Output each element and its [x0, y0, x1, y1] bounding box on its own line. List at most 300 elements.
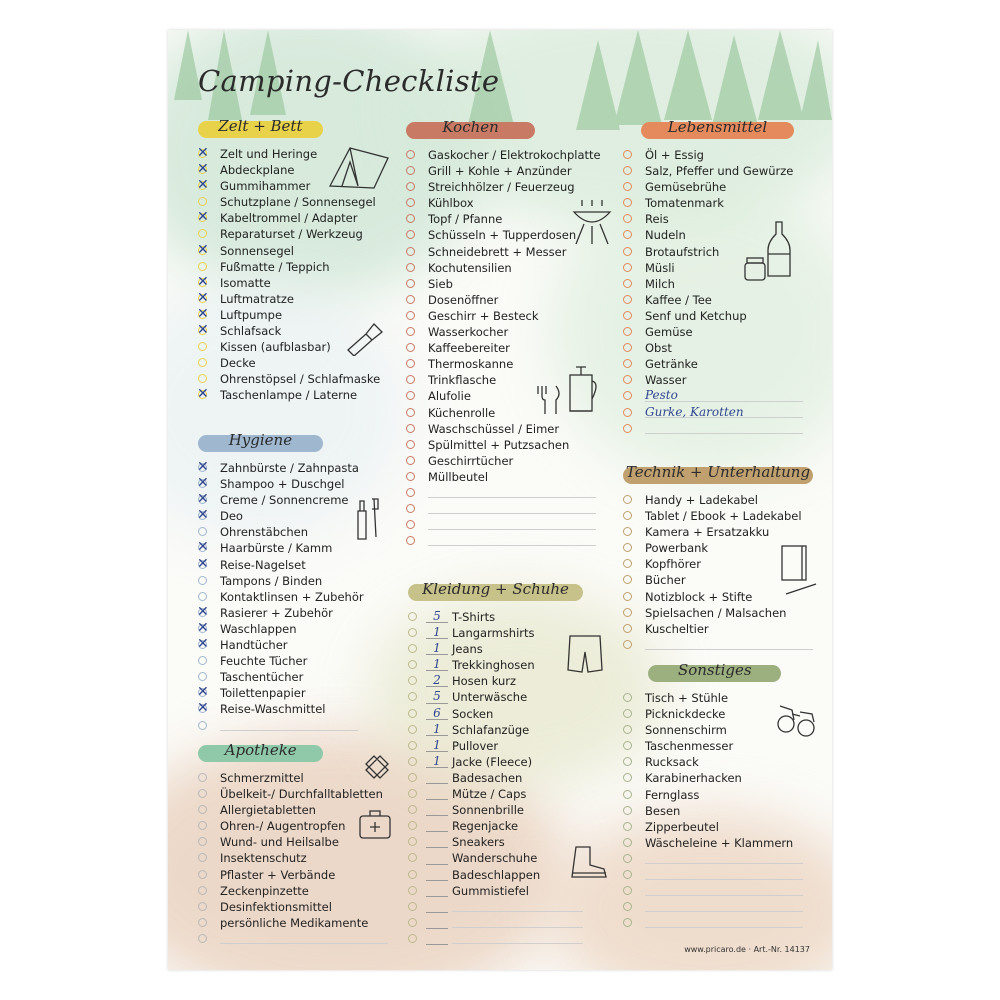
checklist-item	[408, 609, 583, 625]
item-label: Handtücher	[220, 638, 288, 653]
checklist-item	[406, 533, 596, 549]
item-label: Geschirrtücher	[428, 453, 514, 468]
checklist-item	[408, 786, 583, 802]
checkbox[interactable]	[623, 247, 632, 256]
checkbox[interactable]	[406, 150, 415, 159]
quantity-value[interactable]: 5	[433, 609, 441, 623]
checklist-item	[406, 469, 596, 485]
checkbox[interactable]	[198, 789, 207, 798]
quantity-value[interactable]: 1	[433, 721, 441, 736]
item-label: Getränke	[645, 357, 698, 372]
checkbox[interactable]	[623, 408, 632, 417]
checklist-item	[408, 899, 583, 915]
checklist-item	[198, 210, 358, 226]
checklist-item	[623, 883, 803, 899]
checklist-item	[198, 718, 358, 734]
checkbox[interactable]	[623, 790, 632, 799]
item-label: T-Shirts	[452, 610, 496, 624]
checklist-item	[623, 195, 803, 211]
checkbox[interactable]	[198, 342, 207, 351]
checklist-item	[406, 276, 596, 292]
checklist-item	[198, 915, 388, 931]
blank-entry-line[interactable]	[645, 879, 803, 880]
checkbox[interactable]	[408, 628, 417, 637]
item-label: Ohren-/ Augentropfen	[220, 819, 346, 834]
checklist-item	[198, 387, 358, 403]
jar-icon	[742, 256, 768, 282]
checkbox[interactable]	[198, 229, 207, 238]
blank-entry-line[interactable]	[645, 433, 803, 434]
check-mark-icon: ✕	[197, 684, 209, 701]
checkbox[interactable]	[623, 375, 632, 384]
item-label: Küchenrolle	[428, 405, 496, 420]
quantity-value[interactable]: 1	[433, 753, 441, 768]
checkbox[interactable]	[623, 870, 632, 879]
checkbox[interactable]	[623, 838, 632, 847]
item-label: Creme / Sonnencreme	[220, 493, 349, 508]
checkbox[interactable]	[623, 311, 632, 320]
blank-entry-line[interactable]	[645, 863, 803, 864]
checklist-item	[623, 819, 803, 835]
item-label: Handy + Ladekabel	[645, 493, 758, 507]
checkbox[interactable]	[623, 741, 632, 750]
checklist-item	[198, 669, 358, 685]
item-label: Waschschüssel / Eimer	[428, 421, 560, 436]
checkbox[interactable]	[408, 837, 417, 846]
checkbox[interactable]	[623, 918, 632, 927]
checklist-item	[406, 308, 596, 324]
checklist-item	[623, 867, 803, 883]
checkbox[interactable]	[623, 886, 632, 895]
checkbox[interactable]	[623, 725, 632, 734]
checkbox[interactable]	[408, 741, 417, 750]
checkbox[interactable]	[623, 263, 632, 272]
checklist-item	[623, 754, 803, 770]
checkbox[interactable]	[406, 327, 415, 336]
checklist-item	[408, 931, 583, 947]
checkbox[interactable]	[198, 805, 207, 814]
item-label: Wasserkocher	[428, 325, 509, 340]
item-label: Schlafsack	[220, 324, 282, 339]
checklist-item	[623, 621, 813, 637]
notebook-icon	[778, 544, 818, 600]
checkbox[interactable]	[623, 279, 632, 288]
checklist-item	[198, 307, 358, 323]
check-mark-icon: ✕	[197, 145, 209, 161]
checkbox[interactable]	[198, 821, 207, 830]
item-label: Spülmittel + Putzsachen	[428, 437, 570, 452]
quantity-value[interactable]: 2	[433, 673, 441, 688]
section-heading-label: Apotheke	[224, 741, 297, 759]
check-mark-icon: ✕	[197, 619, 209, 636]
checkbox[interactable]	[198, 656, 207, 665]
checklist-item	[198, 371, 381, 387]
item-label: Decke	[220, 356, 256, 371]
checklist-item	[623, 308, 803, 324]
item-label: Taschenlampe / Laterne	[220, 388, 358, 403]
checklist-item	[406, 227, 596, 243]
section-heading-label: Lebensmittel	[667, 118, 768, 136]
checkbox[interactable]	[198, 576, 207, 585]
quantity-value[interactable]: 5	[433, 689, 441, 704]
item-label: Gummihammer	[220, 179, 311, 194]
checkbox[interactable]	[406, 504, 415, 513]
checklist-item	[198, 701, 358, 717]
checkbox[interactable]	[408, 821, 417, 830]
item-label: Hosen kurz	[452, 674, 517, 689]
checklist-item	[406, 163, 596, 179]
checkbox[interactable]	[406, 456, 415, 465]
blank-entry-line[interactable]	[452, 911, 583, 912]
checkbox[interactable]	[408, 886, 417, 895]
item-label: Kontaktlinsen + Zubehör	[220, 589, 364, 604]
checkbox[interactable]	[408, 757, 417, 766]
checkbox[interactable]	[623, 424, 632, 433]
quantity-value[interactable]: 1	[433, 641, 441, 656]
section-heading-label: Kleidung + Schuhe	[422, 580, 569, 598]
checkbox[interactable]	[623, 806, 632, 815]
item-label: Karabinerhacken	[645, 771, 742, 786]
checkbox[interactable]	[198, 197, 207, 206]
checkbox[interactable]	[408, 692, 417, 701]
quantity-line	[426, 847, 448, 848]
checklist-item	[623, 405, 803, 421]
checkbox[interactable]	[623, 592, 632, 601]
checkbox[interactable]	[406, 536, 415, 545]
checkbox[interactable]	[623, 854, 632, 863]
blank-entry-line[interactable]	[220, 943, 388, 944]
checkbox[interactable]	[623, 495, 632, 504]
checkbox[interactable]	[198, 853, 207, 862]
checkbox[interactable]	[623, 295, 632, 304]
checklist-item	[623, 276, 803, 292]
item-label: Senf und Ketchup	[645, 308, 747, 323]
item-label: Waschlappen	[220, 621, 297, 636]
quantity-value[interactable]: 1	[433, 657, 441, 672]
french-press-icon	[566, 365, 600, 415]
checkbox[interactable]	[198, 837, 207, 846]
check-mark-icon: ✕	[197, 209, 209, 226]
quantity-value[interactable]: 6	[433, 705, 441, 720]
check-mark-icon: ✕	[197, 459, 209, 475]
checkbox[interactable]	[406, 230, 415, 239]
checkbox[interactable]	[408, 789, 417, 798]
item-label: Picknickdecke	[645, 707, 726, 722]
checklist-item	[198, 508, 358, 524]
item-label: Pflaster + Verbände	[220, 867, 336, 882]
checkbox[interactable]	[408, 870, 417, 879]
section-kochen	[406, 118, 601, 549]
checkbox[interactable]	[406, 198, 415, 207]
section-heading	[623, 463, 813, 484]
item-label: Tisch + Stühle	[645, 691, 729, 705]
checkbox[interactable]	[406, 375, 415, 384]
checklist-item	[623, 851, 803, 867]
checkbox[interactable]	[406, 182, 415, 191]
check-mark-icon: ✕	[197, 475, 209, 492]
item-label: Brotaufstrich	[645, 244, 720, 259]
item-label: Powerbank	[645, 541, 709, 556]
checklist-item	[198, 786, 388, 802]
first-aid-kit-icon	[358, 808, 392, 842]
checklist-item	[406, 147, 601, 163]
checklist-item	[198, 540, 358, 556]
checkbox[interactable]	[408, 853, 417, 862]
checkbox[interactable]	[408, 773, 417, 782]
item-label: Öl + Essig	[645, 148, 704, 162]
blank-entry-line[interactable]	[452, 927, 583, 928]
checkbox[interactable]	[406, 424, 415, 433]
checkbox[interactable]	[623, 822, 632, 831]
checkbox[interactable]	[623, 327, 632, 336]
quantity-line	[426, 815, 448, 816]
checkbox[interactable]	[623, 575, 632, 584]
checklist-item	[408, 738, 583, 754]
checklist-item	[408, 867, 583, 883]
checkbox[interactable]	[406, 279, 415, 288]
item-label: Wanderschuhe	[452, 851, 538, 866]
checkbox[interactable]	[406, 166, 415, 175]
checkbox[interactable]	[623, 150, 632, 159]
checkbox[interactable]	[623, 511, 632, 520]
checklist-item	[408, 802, 583, 818]
checkbox[interactable]	[406, 488, 415, 497]
checkbox[interactable]	[623, 693, 632, 702]
checkbox[interactable]	[408, 805, 417, 814]
checkbox[interactable]	[408, 644, 417, 653]
item-label: Kühlbox	[428, 196, 474, 211]
section-apotheke	[198, 741, 388, 947]
item-label: Wasser	[645, 373, 687, 388]
item-label: Mütze / Caps	[452, 787, 527, 802]
checklist-item	[623, 372, 803, 388]
checklist-item	[198, 589, 364, 605]
section-heading	[198, 431, 323, 452]
checkbox[interactable]	[623, 709, 632, 718]
checkbox[interactable]	[198, 886, 207, 895]
bottle-icon	[766, 220, 792, 278]
item-label: Shampoo + Duschgel	[220, 477, 345, 492]
checkbox[interactable]	[408, 725, 417, 734]
checkbox[interactable]	[198, 773, 207, 782]
checklist-item	[623, 421, 803, 437]
checkbox[interactable]	[198, 870, 207, 879]
item-label: Deo	[220, 509, 243, 524]
item-label: Langarmshirts	[452, 626, 535, 641]
checklist-sheet	[168, 30, 832, 970]
checkbox[interactable]	[406, 343, 415, 352]
checkbox[interactable]	[623, 198, 632, 207]
section-hygiene	[197, 431, 364, 734]
quantity-value[interactable]: 1	[433, 625, 441, 640]
item-label: Übelkeit-/ Durchfalltabletten	[220, 787, 383, 802]
section-heading-label: Technik + Unterhaltung	[625, 463, 811, 481]
page-title: Camping-Checkliste	[198, 64, 500, 98]
item-label: Ohrenstäbchen	[220, 525, 309, 540]
quantity-line	[426, 831, 448, 832]
item-label: Alufolie	[428, 389, 471, 404]
checklist-item	[198, 573, 358, 589]
checkbox[interactable]	[623, 624, 632, 633]
checklist-item	[198, 931, 388, 947]
checklist-item	[623, 637, 813, 653]
checkbox[interactable]	[198, 592, 207, 601]
item-label: Feuchte Tücher	[220, 654, 308, 669]
checkbox[interactable]	[623, 608, 632, 617]
item-label: Nudeln	[645, 228, 686, 243]
checklist-item	[406, 195, 596, 211]
item-label: Zahnbürste / Zahnpasta	[220, 461, 359, 475]
checkbox[interactable]	[623, 640, 632, 649]
checkbox[interactable]	[198, 902, 207, 911]
blank-entry-line[interactable]	[645, 911, 803, 912]
blank-entry-line[interactable]	[452, 943, 583, 944]
checklist-item	[623, 899, 803, 915]
blank-entry-line[interactable]	[428, 497, 596, 498]
checkbox[interactable]	[406, 263, 415, 272]
checklist-item	[406, 517, 596, 533]
item-label: Müsli	[645, 260, 675, 275]
checkbox[interactable]	[198, 918, 207, 927]
blank-entry-line[interactable]	[428, 513, 596, 514]
item-label: Müllbeutel	[428, 469, 489, 484]
checkbox[interactable]	[406, 214, 415, 223]
item-label: Streichhölzer / Feuerzeug	[428, 180, 575, 195]
checklist-item	[198, 557, 358, 573]
checklist-item	[406, 485, 596, 501]
checkbox[interactable]	[623, 902, 632, 911]
section-heading-label: Zelt + Bett	[218, 117, 303, 135]
item-label: Reparaturset / Werkzeug	[220, 227, 363, 242]
checklist-item	[198, 637, 358, 653]
checkbox[interactable]	[406, 472, 415, 481]
blank-entry-line[interactable]	[645, 649, 813, 650]
checkbox[interactable]	[406, 520, 415, 529]
blank-entry-line[interactable]	[645, 927, 803, 928]
checkbox[interactable]	[406, 408, 415, 417]
handwritten-entry[interactable]: Pesto	[645, 388, 678, 403]
checklist-item	[408, 850, 583, 866]
checklist-item	[408, 625, 583, 641]
checkbox[interactable]	[623, 757, 632, 766]
checkbox[interactable]	[408, 918, 417, 927]
footer-text: www.pricaro.de · Art.-Nr. 14137	[684, 945, 810, 954]
checkbox[interactable]	[406, 247, 415, 256]
flashlight-icon	[344, 320, 384, 356]
checkbox[interactable]	[198, 374, 207, 383]
checklist-item	[198, 355, 358, 371]
checkbox[interactable]	[623, 343, 632, 352]
blank-entry-line[interactable]	[645, 895, 803, 896]
checkbox[interactable]	[198, 527, 207, 536]
blank-entry-line[interactable]	[220, 730, 358, 731]
boot-icon	[568, 845, 608, 881]
section-heading-label: Hygiene	[228, 431, 293, 449]
checkbox[interactable]	[408, 660, 417, 669]
checkbox[interactable]	[406, 391, 415, 400]
checklist-item	[408, 722, 583, 738]
checklist-item	[623, 356, 803, 372]
checkbox[interactable]	[408, 612, 417, 621]
item-label: Zelt und Heringe	[220, 147, 318, 161]
checklist-item	[623, 292, 803, 308]
item-label: Kabeltrommel / Adapter	[220, 211, 358, 226]
checkbox[interactable]	[406, 311, 415, 320]
shorts-icon	[566, 634, 604, 674]
checkbox[interactable]	[406, 440, 415, 449]
checkbox[interactable]	[408, 676, 417, 685]
check-mark-icon: ✕	[197, 177, 209, 194]
checklist-item	[198, 275, 358, 291]
checkbox[interactable]	[623, 182, 632, 191]
checkbox[interactable]	[623, 559, 632, 568]
item-label: Haarbürste / Kamm	[220, 541, 333, 556]
checkbox[interactable]	[623, 166, 632, 175]
checkbox[interactable]	[623, 214, 632, 223]
checkbox[interactable]	[408, 709, 417, 718]
checkbox[interactable]	[198, 262, 207, 271]
quantity-line	[426, 799, 448, 800]
checklist-item	[408, 818, 583, 834]
checklist-item	[198, 899, 388, 915]
item-label: Salz, Pfeffer und Gewürze	[645, 164, 794, 179]
item-label: Tomatenmark	[645, 196, 724, 211]
checkbox[interactable]	[198, 721, 207, 730]
checkbox[interactable]	[623, 359, 632, 368]
checklist-item	[198, 605, 358, 621]
check-mark-icon: ✕	[197, 161, 209, 178]
checklist-item	[623, 147, 803, 163]
checklist-item	[623, 770, 803, 786]
checkbox[interactable]	[623, 543, 632, 552]
checkbox[interactable]	[623, 773, 632, 782]
item-label: Schmerzmittel	[220, 771, 304, 785]
item-label: Trekkinghosen	[452, 658, 535, 673]
checkbox[interactable]	[198, 358, 207, 367]
checklist-item	[198, 685, 358, 701]
quantity-line	[426, 912, 448, 913]
quantity-line	[426, 783, 448, 784]
checkbox[interactable]	[623, 391, 632, 400]
checklist-item	[406, 421, 596, 437]
checkbox[interactable]	[406, 359, 415, 368]
item-label: Reis	[645, 212, 669, 227]
checklist-item	[406, 501, 596, 517]
checklist-item	[198, 867, 388, 883]
checklist-item	[406, 324, 596, 340]
checklist-item	[408, 673, 583, 689]
checklist-item	[406, 437, 596, 453]
checkbox[interactable]	[198, 934, 207, 943]
item-label: Sieb	[428, 276, 453, 291]
checklist-item	[406, 211, 596, 227]
checklist-item	[406, 179, 596, 195]
handwritten-entry[interactable]: Gurke, Karotten	[645, 404, 744, 419]
checklist-item	[408, 641, 583, 657]
checkbox[interactable]	[408, 934, 417, 943]
quantity-value[interactable]: 1	[433, 737, 441, 752]
blank-entry-line[interactable]	[428, 545, 596, 546]
item-label: Wund- und Heilsalbe	[220, 835, 339, 850]
checkbox[interactable]	[198, 672, 207, 681]
checkbox[interactable]	[408, 902, 417, 911]
check-mark-icon: ✕	[197, 539, 209, 556]
checklist-item	[623, 524, 813, 540]
checkbox[interactable]	[406, 295, 415, 304]
checkbox[interactable]	[623, 527, 632, 536]
blank-entry-line[interactable]	[428, 529, 596, 530]
checkbox[interactable]	[623, 230, 632, 239]
